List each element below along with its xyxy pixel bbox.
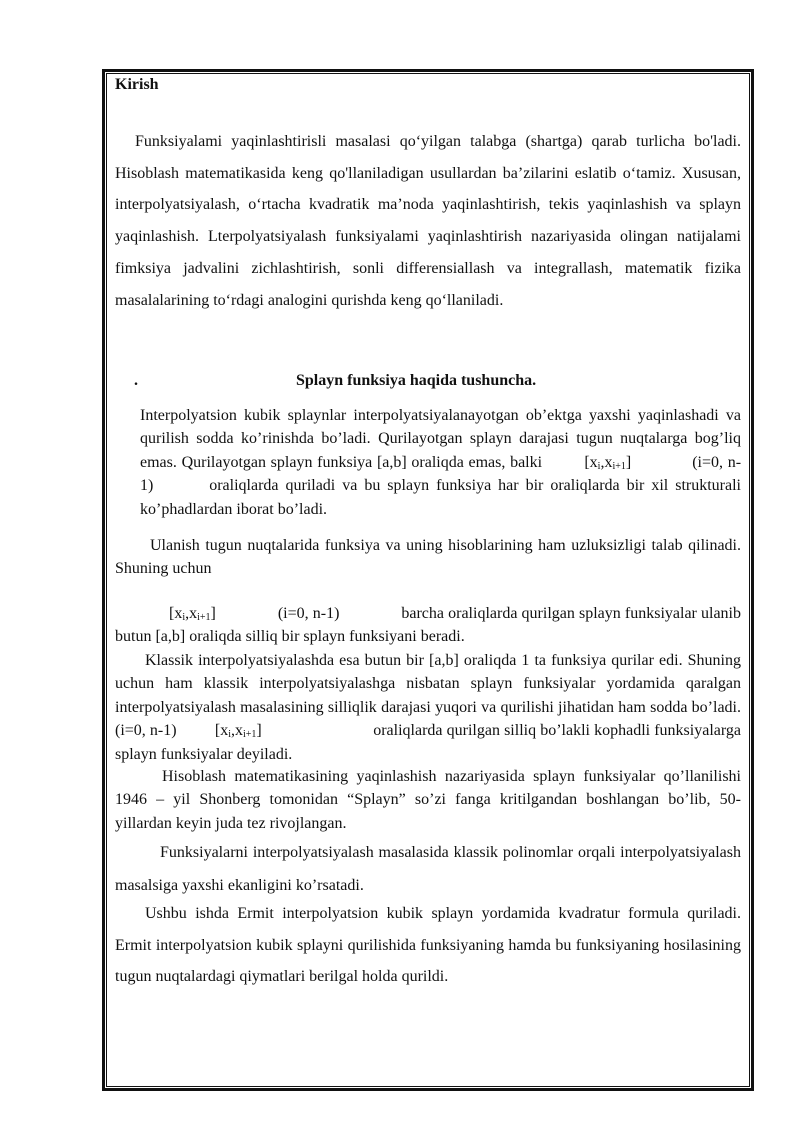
text-run: barcha oraliqlarda qurilgan splayn funksiyalar ulanib butun [a,b] oraliqda silliq bir splayn funksiyani beradi. <box>115 605 742 646</box>
paragraph-intro: Funksiyalami yaqinlashtirisli masalasi qo‘yilgan talabga (shartga) qarab turlicha bo'ladi. Hisoblash matematikasida keng qo'llaniladigan usullardan ba’zilarini eslatib o‘tamiz. Xususan, interpolyatsiyalash, o‘rtacha kvadratik ma’noda yaqinlashtirish, tekis yaqinlashish va splayn yaqinlashish. Lterpolyatsiyalash funksiyalami yaqinlashtirish nazariyasida olingan natijalami fimksiya jadvalini zichlashtirish, sonli differensiallash va integrallash, matematik fizika masalalarining to‘rdagi analogini qurishda keng qo‘llaniladi. <box>115 133 741 309</box>
paragraph-classic <box>115 649 741 766</box>
text-run: Klassik interpolyatsiyalashda esa butun bir [a,b] oraliqda 1 ta funksiya qurilar edi. Shuning uchun ham klassik interpolyatsiyalashga nisbatan splayn funksiyalar yordamida qaralgan interpolyatsiyalash masalasining silliqlik darajasi yuqori va qurilishi jihatidan ham sodda bo’ladi. (i=0, n-1) <box>115 652 741 740</box>
text-run: oraliqlarda quriladi va bu splayn funksiya har bir oraliqlarda bir xil strukturali ko’phadlardan iborat bo’ladi. <box>140 477 741 518</box>
interval-close: ] <box>256 722 262 740</box>
interval-sub-i1: i+1 <box>197 612 211 623</box>
paragraph-polynomials: Funksiyalarni interpolyatsiyalash masalasida klassik polinomlar orqali interpolyatsiyalash masalsiga yaxshi ekanligini ko’rsatadi. <box>115 844 741 894</box>
paragraph-continuity: Ulanish tugun nuqtalarida funksiya va uning hisoblarining ham uzluksizligi talab qilinadi. Shuning uchun <box>115 537 741 578</box>
text-run: (i=0, n-1) <box>277 605 340 622</box>
interval-comma: ,x <box>600 453 613 471</box>
interval-open: [x <box>169 605 183 622</box>
interval-comma: ,x <box>230 722 243 740</box>
heading-dot: . <box>134 372 138 389</box>
text-run: Interpolyatsion kubik splaynlar interpolyatsiyalanayotgan ob’ektga yaxshi yaqinlashadi va qurilish sodda ko’rinishda bo’ladi. Qurilayotgan splayn darajasi tugun nuqtalarga bog’liq emas. Qurilayotgan splayn funksiya [a,b] oraliqda emas, balki <box>140 407 741 471</box>
text-run: (i=0, n-1) <box>140 453 742 495</box>
heading-kirish: Kirish <box>115 76 159 93</box>
heading-splayn: Splayn funksiya haqida tushuncha. <box>296 372 537 389</box>
interval-sub-i1: i+1 <box>612 460 626 472</box>
interval-close: ] <box>210 605 216 622</box>
interval-sub-i: i <box>228 729 231 741</box>
paragraph-intervals <box>115 602 741 649</box>
interval-xi <box>185 719 262 742</box>
text-run: oraliqlarda qurilgan silliq bo’lakli kophadli funksiyalarga splayn funksiyalar deyiladi. <box>115 722 742 763</box>
interval-open: [x <box>584 453 598 471</box>
paragraph-history: Hisoblash matematikasining yaqinlashish nazariyasida splayn funksiyalar qo’llanilishi 1946 – yil Shonberg tomonidan “Splayn” so’zi fanga kritilgandan boshlangan bo’lib, 50-yillardan keyin juda tez rivojlangan. <box>115 768 741 832</box>
paragraph-splayn-definition <box>140 404 741 521</box>
interval-xi <box>584 451 631 474</box>
interval-sub-i: i <box>182 612 186 623</box>
paragraph-ermit: Ushbu ishda Ermit interpolyatsion kubik splayn yordamida kvadratur formula quriladi. Ermit interpolyatsion kubik splayni qurilishida funksiyaning hamda bu funksiyaning hosilasining tugun nuqtalardagi qiymatlari berilgal holda qurildi. <box>115 905 741 986</box>
interval-open: [x <box>214 722 229 740</box>
interval-xi <box>142 602 216 625</box>
interval-close: ] <box>625 453 632 471</box>
interval-sub-i1: i+1 <box>242 729 257 741</box>
interval-sub-i: i <box>597 460 601 472</box>
interval-comma: ,x <box>185 605 198 622</box>
